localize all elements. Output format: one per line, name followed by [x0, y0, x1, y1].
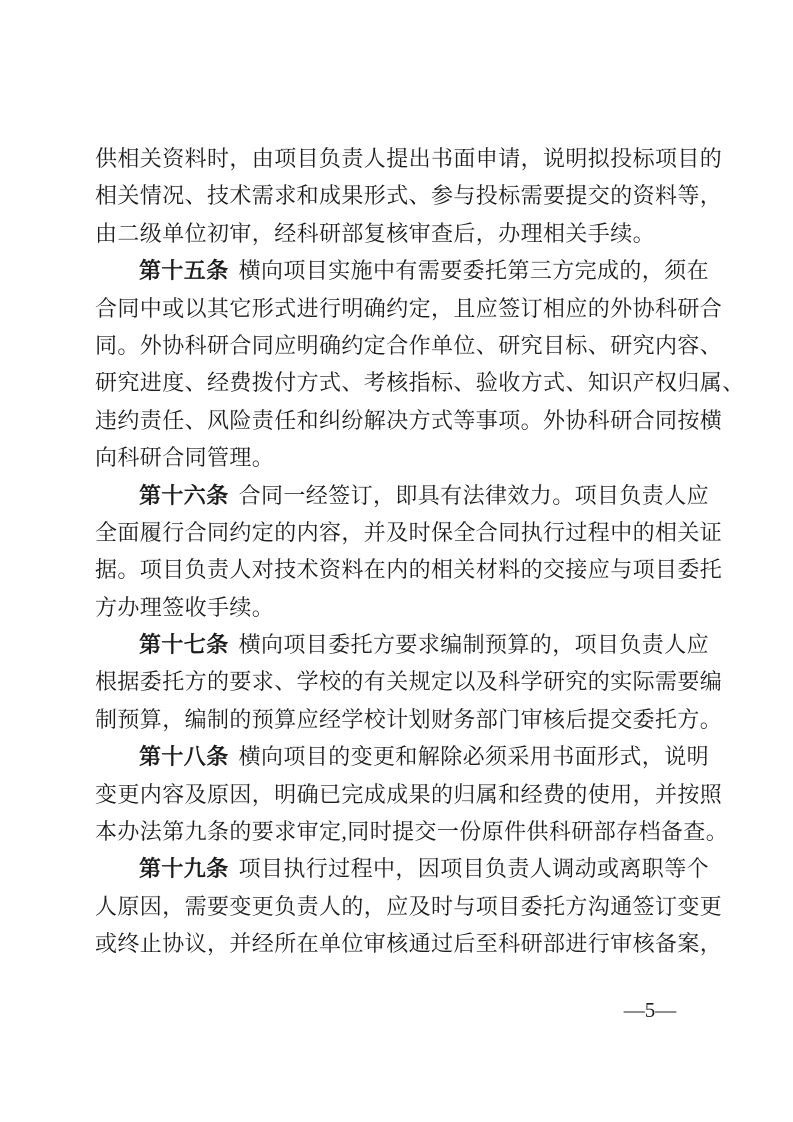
text-line	[95, 327, 723, 364]
article-number-label: 第十五条	[139, 258, 229, 284]
text-line	[95, 925, 723, 962]
line-text: 根据委托方的要求、学校的有关规定以及科学研究的实际需要编	[95, 669, 723, 695]
text-line	[95, 589, 715, 626]
text-line	[95, 738, 715, 775]
line-text: 人原因，需要变更负责人的，应及时与项目委托方沟通签订变更	[95, 893, 723, 919]
article-number-label: 第十八条	[139, 744, 229, 770]
line-text: 研究进度、经费拨付方式、考核指标、验收方式、知识产权归属、	[95, 370, 745, 396]
text-line	[95, 888, 723, 925]
page-number: —5—	[623, 998, 677, 1022]
line-text: 横向项目的变更和解除必须采用书面形式，说明	[238, 744, 710, 770]
text-line	[95, 140, 723, 177]
line-text: 同。外协科研合同应明确约定合作单位、研究目标、研究内容、	[95, 332, 723, 358]
line-text: 变更内容及原因，明确已完成成果的归属和经费的使用，并按照	[95, 781, 723, 807]
text-line	[95, 776, 723, 813]
text-line	[95, 477, 715, 514]
line-text: 本办法第九条的要求审定,同时提交一份原件供科研部存档备查。	[95, 819, 729, 845]
line-text: 由二级单位初审，经科研部复核审查后，办理相关手续。	[95, 220, 656, 246]
article-number-label: 第十七条	[139, 632, 229, 658]
text-line	[95, 402, 723, 439]
text-line	[95, 813, 729, 850]
text-line	[95, 626, 715, 663]
line-text: 横向项目委托方要求编制预算的，项目负责人应	[238, 632, 710, 658]
line-text: 或终止协议，并经所在单位审核通过后至科研部进行审核备案，	[95, 931, 723, 957]
text-line	[95, 701, 723, 738]
text-line	[95, 177, 723, 214]
article-number-label: 第十六条	[139, 482, 229, 508]
line-text: 向科研合同管理。	[95, 445, 275, 471]
line-text: 合同中或以其它形式进行明确约定，且应签订相应的外协科研合	[95, 295, 723, 321]
line-text: 据。项目负责人对技术资料在内的相关材料的交接应与项目委托	[95, 557, 723, 583]
line-text: 供相关资料时，由项目负责人提出书面申请，说明拟投标项目的	[95, 146, 723, 171]
text-line	[95, 364, 745, 401]
line-text: 方办理签收手续。	[95, 594, 275, 620]
text-line	[95, 290, 723, 327]
line-text: 全面履行合同约定的内容，并及时保全合同执行过程中的相关证	[95, 519, 723, 545]
line-text: 合同一经签订，即具有法律效力。项目负责人应	[238, 482, 710, 508]
line-text: 制预算，编制的预算应经学校计划财务部门审核后提交委托方。	[95, 706, 723, 732]
line-text: 违约责任、风险责任和纠纷解决方式等事项。外协科研合同按横	[95, 407, 723, 433]
line-text: 横向项目实施中有需要委托第三方完成的，须在	[238, 258, 710, 284]
line-text: 相关情况、技术需求和成果形式、参与投标需要提交的资料等，	[95, 183, 723, 209]
article-number-label: 第十九条	[139, 856, 229, 882]
text-line	[95, 551, 723, 588]
line-text: 项目执行过程中，因项目负责人调动或离职等个	[238, 856, 710, 882]
text-line	[95, 215, 715, 252]
text-line	[95, 850, 715, 887]
text-line	[95, 439, 715, 476]
document-body	[95, 140, 745, 963]
text-line	[95, 663, 723, 700]
text-line	[95, 252, 715, 289]
text-line	[95, 514, 723, 551]
